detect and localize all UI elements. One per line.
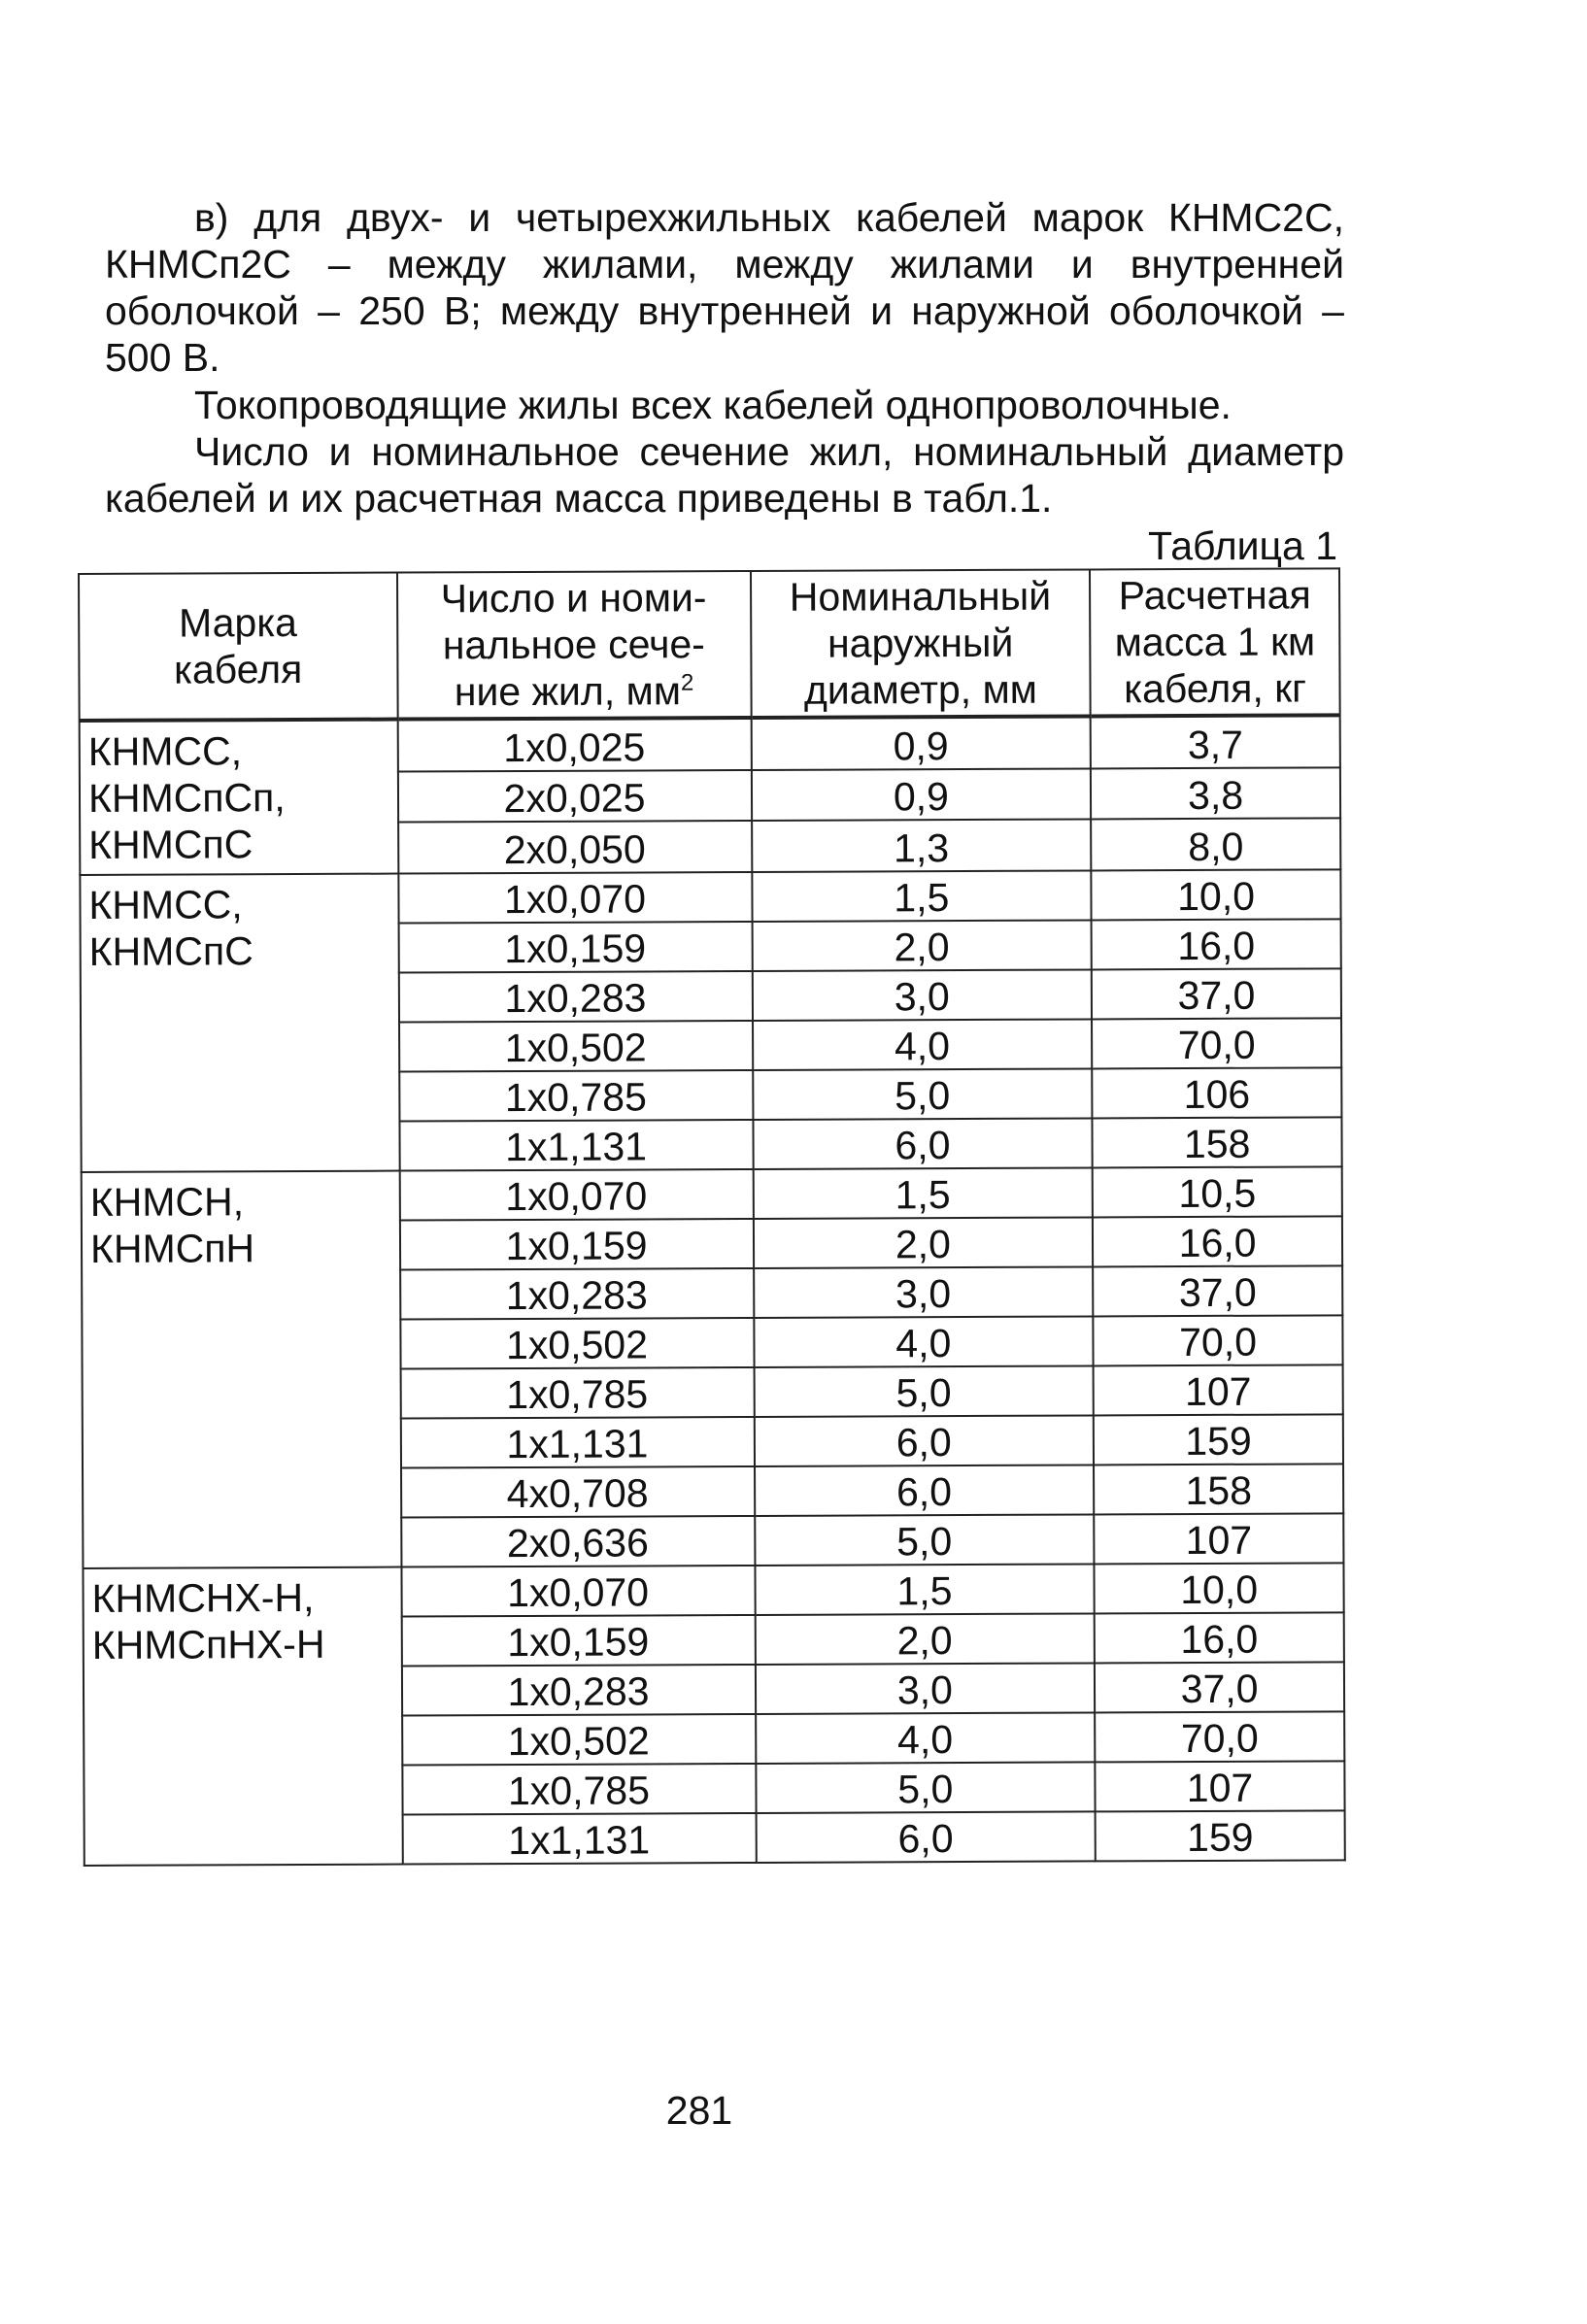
diameter-cell: 2,0 [753,1217,1093,1268]
mass-cell: 107 [1094,1364,1343,1415]
mass-cell: 37,0 [1095,1662,1344,1712]
core-count-cell: 1x0,159 [399,1219,753,1270]
diameter-cell: 1,5 [753,1167,1093,1219]
cable-mark: КНМСС, [87,728,243,774]
header-count-line: Число и номи- [440,575,707,622]
header-diameter-line: Номинальный [789,573,1052,620]
mass-cell: 3,7 [1091,715,1340,768]
cable-mark-cell [80,874,399,1172]
diameter-cell: 3,0 [752,969,1092,1021]
cable-mark: КНМСпС [88,822,253,867]
table-body [80,715,1345,1866]
core-count-cell: 1x0,025 [397,718,751,771]
core-count-cell: 2x0,025 [397,770,751,823]
core-count-cell: 1x0,785 [399,1070,753,1122]
header-mark-line: Марка [178,600,297,646]
table-row [82,1166,1342,1222]
core-count-cell: 1x0,070 [399,1169,753,1221]
mass-cell: 10,0 [1095,1563,1344,1613]
cable-mark: КНМСпСп, [87,775,286,821]
core-count-cell: 1x1,131 [400,1417,754,1468]
diameter-cell: 6,0 [755,1465,1095,1516]
core-count-cell: 1x0,283 [400,1268,754,1320]
diameter-cell: 2,0 [755,1613,1095,1665]
mass-cell: 70,0 [1092,1018,1341,1068]
table-header [79,568,1340,721]
cable-mark: КНМСН, [89,1179,245,1225]
diameter-cell: 6,0 [756,1811,1096,1863]
mass-cell: 107 [1094,1513,1343,1564]
mass-cell: 3,8 [1091,767,1340,820]
cable-mark: КНМСНХ-Н, [91,1574,315,1621]
header-count-line: нальное сече- [442,622,706,668]
mass-cell: 70,0 [1094,1315,1343,1365]
mass-cell: 158 [1094,1464,1343,1514]
mass-cell: 37,0 [1093,1265,1342,1316]
core-count-cell: 1x0,785 [400,1367,754,1419]
table-row [80,869,1340,925]
cable-mark-cell [80,720,398,875]
paragraph-conductors: Токопроводящие жилы всех кабелей однопроволочные. [194,383,1232,427]
mass-cell: 8,0 [1091,819,1340,871]
diameter-cell: 1,5 [755,1564,1095,1615]
header-count-superscript: 2 [680,669,694,696]
mass-cell: 70,0 [1095,1711,1344,1762]
diameter-cell: 4,0 [753,1019,1093,1070]
header-mass-line: Расчетная [1118,572,1311,619]
cable-mark: КНМСпН [89,1226,255,1271]
header-mass [1090,568,1339,716]
header-diameter [751,569,1091,718]
core-count-cell: 2x0,636 [401,1516,755,1567]
mass-cell: 16,0 [1092,919,1341,969]
core-count-cell: 1x0,502 [399,1021,753,1072]
header-count-line-unit [404,667,744,716]
cable-mark: КНМСС, [88,882,243,927]
mass-cell: 10,5 [1093,1166,1342,1217]
diameter-cell: 0,9 [751,716,1091,769]
core-count-cell: 4x0,708 [401,1466,755,1518]
mass-cell: 16,0 [1093,1216,1342,1266]
header-count-unit: ние жил, мм [454,668,682,715]
diameter-cell: 1,3 [752,820,1092,872]
core-count-cell: 1x0,785 [402,1764,756,1815]
header-count [397,571,752,720]
diameter-cell: 6,0 [753,1118,1093,1169]
core-count-cell: 1x1,131 [402,1813,756,1865]
diameter-cell: 5,0 [756,1762,1096,1813]
header-mass-line: кабеля, кг [1124,665,1307,712]
diameter-cell: 1,5 [752,870,1092,922]
header-row [79,568,1340,721]
diameter-cell: 3,0 [755,1663,1095,1714]
diameter-cell: 5,0 [753,1068,1093,1120]
core-count-cell: 1x0,283 [401,1665,755,1716]
cable-mark: КНМСпНХ-Н [91,1621,325,1667]
mass-cell: 16,0 [1095,1612,1344,1663]
paragraph-voltage: в) для двух- и четырехжильных кабелей марок КНМС2С, КНМСп2С – между жилами, между жилами и внутренней оболочкой – 250 В; между внутренней и наружной оболочкой – 500 В. [105,195,1344,380]
mass-cell: 10,0 [1092,869,1341,920]
core-count-cell: 1x0,070 [401,1566,755,1617]
header-mass-line: масса 1 км [1114,619,1316,665]
page-number: 281 [665,2088,733,2133]
diameter-cell: 5,0 [755,1514,1095,1566]
cable-mark-cell [82,1171,401,1568]
core-count-cell: 1x0,070 [398,872,752,924]
core-count-cell: 2x0,050 [398,821,752,873]
header-diameter-line: диаметр, мм [803,666,1038,713]
table-row [80,715,1340,772]
diameter-cell: 5,0 [754,1365,1094,1417]
header-diameter-line: наружный [827,620,1014,666]
mass-cell: 158 [1093,1117,1342,1167]
core-count-cell: 1x0,283 [398,971,752,1023]
core-count-cell: 1x0,159 [401,1615,755,1667]
core-count-cell: 1x0,159 [398,922,752,973]
diameter-cell: 3,0 [754,1266,1094,1318]
mass-cell: 159 [1094,1414,1343,1465]
mass-cell: 37,0 [1092,968,1341,1019]
paragraph-table-intro: Число и номинальное сечение жил, номинальный диаметр кабелей и их расчетная масса приведены в табл.1. [105,429,1344,521]
core-count-cell: 1x0,502 [400,1318,754,1369]
mass-cell: 107 [1096,1761,1345,1811]
table-caption: Таблица 1 [1148,523,1337,568]
cable-mark-cell [83,1567,402,1866]
mass-cell: 106 [1092,1067,1341,1118]
table-row [83,1563,1343,1618]
core-count-cell: 1x1,131 [399,1120,753,1171]
diameter-cell: 6,0 [754,1415,1094,1466]
core-count-cell: 1x0,502 [402,1714,756,1766]
header-mark [79,573,397,721]
cable-mark: КНМСпС [88,928,253,974]
diameter-cell: 2,0 [752,920,1092,971]
diameter-cell: 4,0 [754,1316,1094,1367]
header-mark-line: кабеля [173,646,303,692]
diameter-cell: 4,0 [756,1712,1096,1764]
diameter-cell: 0,9 [751,768,1091,821]
mass-cell: 159 [1096,1810,1345,1861]
cable-table [78,567,1346,1867]
